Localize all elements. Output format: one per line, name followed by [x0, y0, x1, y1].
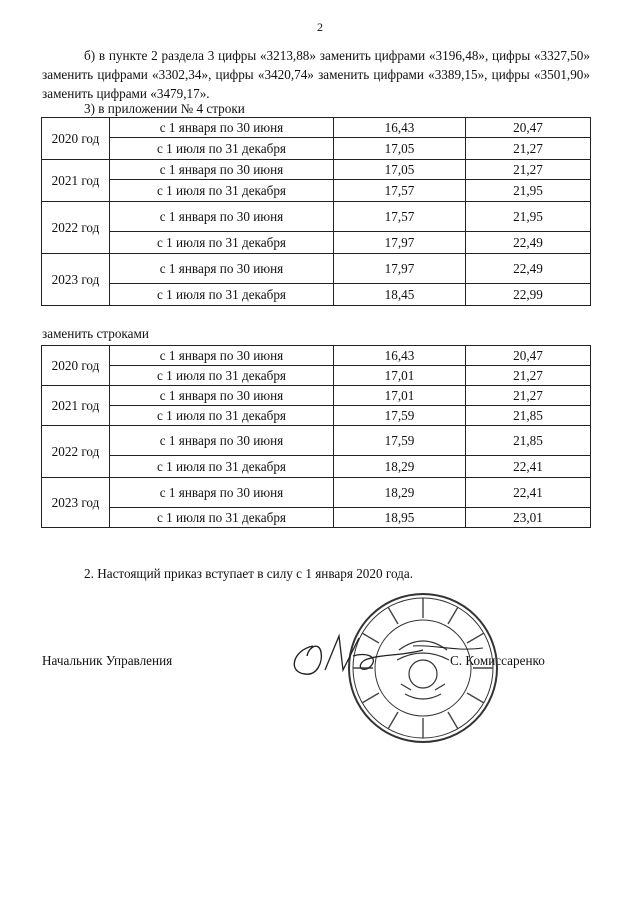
new-table-period-cell: с 1 января по 30 июня: [110, 478, 334, 508]
old-table-rate-2-cell: 21,27: [466, 138, 591, 160]
signatory-position: Начальник Управления: [42, 653, 173, 668]
old-table-period-cell: с 1 января по 30 июня: [110, 160, 334, 180]
new-table-rate-2-cell: 21,85: [466, 426, 591, 456]
new-table-row: [42, 508, 591, 528]
old-table-row: [42, 284, 591, 306]
old-table-rate-1-cell: 17,57: [334, 180, 466, 202]
old-table-year-cell: 2020 год: [42, 118, 110, 160]
new-table-rate-1-cell: 18,29: [334, 456, 466, 478]
old-table-rate-2-cell: 22,49: [466, 254, 591, 284]
old-table-row: [42, 118, 591, 138]
old-table-rate-1-cell: 18,45: [334, 284, 466, 306]
old-table-rate-2-cell: 21,95: [466, 202, 591, 232]
old-table-row: [42, 180, 591, 202]
new-table-rate-2-cell: 21,27: [466, 386, 591, 406]
new-table-row: [42, 386, 591, 406]
new-table-year-cell: 2020 год: [42, 346, 110, 386]
old-table-row: [42, 232, 591, 254]
new-table-row: [42, 366, 591, 386]
new-table-rate-1-cell: 17,59: [334, 406, 466, 426]
new-table-year-cell: 2022 год: [42, 426, 110, 478]
new-table-rate-1-cell: 16,43: [334, 346, 466, 366]
paragraph-3: 3) в приложении № 4 строки: [84, 101, 245, 116]
old-table-rate-2-cell: 21,95: [466, 180, 591, 202]
old-table-period-cell: с 1 января по 30 июня: [110, 202, 334, 232]
page-number: 2: [317, 20, 323, 34]
old-table-period-cell: с 1 января по 30 июня: [110, 254, 334, 284]
new-table-row: [42, 478, 591, 508]
old-table-rate-1-cell: 17,57: [334, 202, 466, 232]
old-rates-table: [41, 117, 591, 306]
old-table-rate-2-cell: 22,99: [466, 284, 591, 306]
signatory-name: С. Комиссаренко: [450, 653, 545, 668]
new-table-period-cell: с 1 июля по 31 декабря: [110, 456, 334, 478]
handwritten-signature: [283, 626, 493, 682]
new-table-period-cell: с 1 января по 30 июня: [110, 426, 334, 456]
old-table-period-cell: с 1 января по 30 июня: [110, 118, 334, 138]
old-table-rate-1-cell: 17,05: [334, 160, 466, 180]
new-table-year-cell: 2021 год: [42, 386, 110, 426]
old-table-period-cell: с 1 июля по 31 декабря: [110, 232, 334, 254]
new-table-rate-2-cell: 21,27: [466, 366, 591, 386]
new-table-rate-2-cell: 21,85: [466, 406, 591, 426]
new-table-rate-1-cell: 18,29: [334, 478, 466, 508]
new-table-row: [42, 456, 591, 478]
new-table-year-cell: 2023 год: [42, 478, 110, 528]
old-table-rate-2-cell: 21,27: [466, 160, 591, 180]
old-table-year-cell: 2023 год: [42, 254, 110, 306]
new-table-row: [42, 346, 591, 366]
old-table-rate-1-cell: 17,97: [334, 232, 466, 254]
old-table-rate-2-cell: 20,47: [466, 118, 591, 138]
old-table-period-cell: с 1 июля по 31 декабря: [110, 180, 334, 202]
old-table-period-cell: с 1 июля по 31 декабря: [110, 284, 334, 306]
new-table-rate-1-cell: 17,59: [334, 426, 466, 456]
new-table-row: [42, 406, 591, 426]
old-table-rate-1-cell: 17,05: [334, 138, 466, 160]
new-table-rate-1-cell: 17,01: [334, 386, 466, 406]
new-table-period-cell: с 1 июля по 31 декабря: [110, 366, 334, 386]
new-rates-table: [41, 345, 591, 528]
paragraph-b-text: б) в пункте 2 раздела 3 цифры «3213,88» заменить цифрами «3196,48», цифры «3327,50» заменить цифрами «3302,34», цифры «3420,74» заменить цифрами «3389,15», цифры «3501,90» заменить цифрами «3479,17».: [42, 48, 590, 101]
new-table-period-cell: с 1 января по 30 июня: [110, 386, 334, 406]
paragraph-2: 2. Настоящий приказ вступает в силу с 1 января 2020 года.: [84, 566, 414, 581]
old-table-year-cell: 2022 год: [42, 202, 110, 254]
old-table-row: [42, 254, 591, 284]
new-table-rate-1-cell: 17,01: [334, 366, 466, 386]
old-table-rate-1-cell: 16,43: [334, 118, 466, 138]
old-table-row: [42, 202, 591, 232]
old-table-row: [42, 160, 591, 180]
new-table-rate-1-cell: 18,95: [334, 508, 466, 528]
new-table-row: [42, 426, 591, 456]
new-table-rate-2-cell: 23,01: [466, 508, 591, 528]
new-table-period-cell: с 1 июля по 31 декабря: [110, 406, 334, 426]
old-table-period-cell: с 1 июля по 31 декабря: [110, 138, 334, 160]
old-table-rate-2-cell: 22,49: [466, 232, 591, 254]
old-table-year-cell: 2021 год: [42, 160, 110, 202]
new-table-rate-2-cell: 22,41: [466, 478, 591, 508]
new-table-rate-2-cell: 22,41: [466, 456, 591, 478]
new-table-rate-2-cell: 20,47: [466, 346, 591, 366]
old-table-rate-1-cell: 17,97: [334, 254, 466, 284]
paragraph-b: [42, 46, 590, 103]
new-table-period-cell: с 1 июля по 31 декабря: [110, 508, 334, 528]
new-table-period-cell: с 1 января по 30 июня: [110, 346, 334, 366]
replace-label: заменить строками: [42, 326, 149, 341]
old-table-row: [42, 138, 591, 160]
